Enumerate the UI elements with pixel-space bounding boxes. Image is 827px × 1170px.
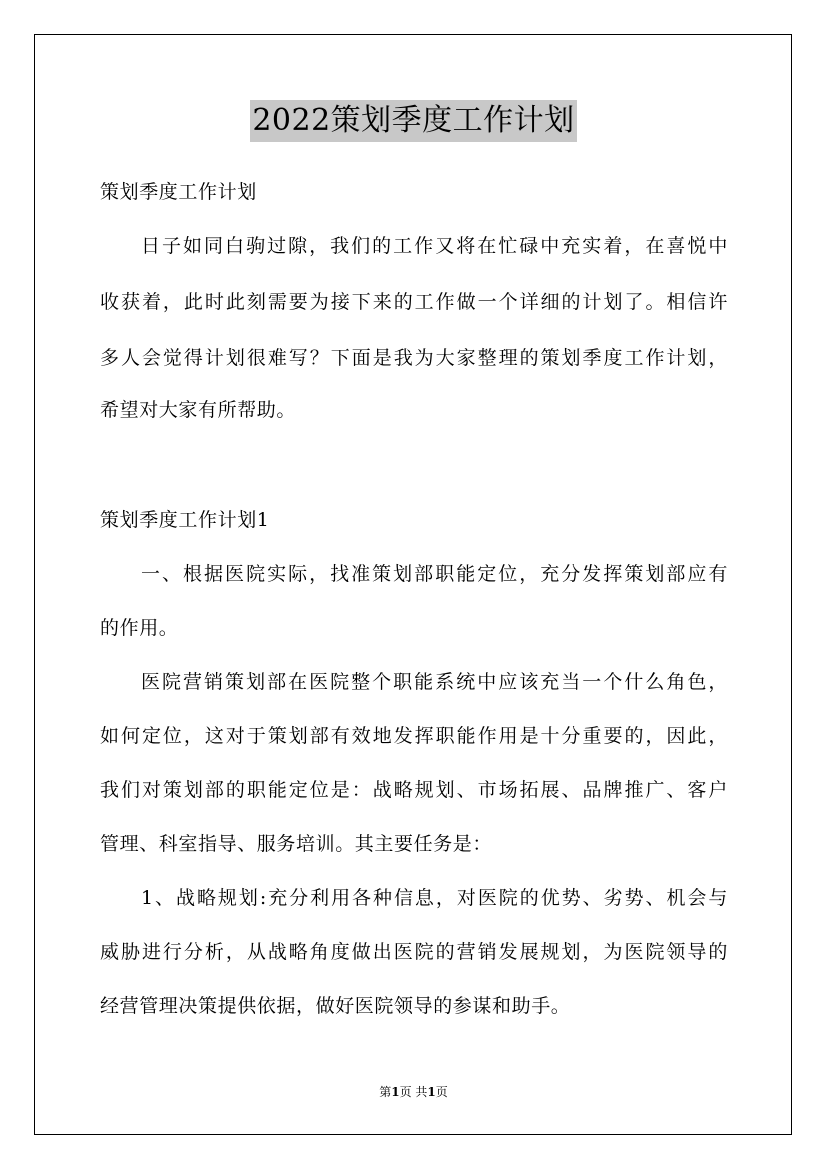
paragraph-line: 如何定位，这对于策划部有效地发挥职能作用是十分重要的，因此，: [100, 725, 728, 747]
paragraph-line: 经营管理决策提供依据，做好医院领导的参谋和助手。: [100, 995, 571, 1017]
document-subtitle: 策划季度工作计划: [100, 181, 257, 203]
point-line: 的作用。: [100, 617, 179, 639]
paragraph-line: 我们对策划部的职能定位是：战略规划、市场拓展、品牌推广、客户: [100, 779, 728, 801]
paragraph-line: 管理、科室指导、服务培训。其主要任务是：: [100, 833, 493, 855]
footer-page-suffix: 页: [435, 1085, 448, 1099]
intro-line: 收获着，此时此刻需要为接下来的工作做一个详细的计划了。相信许: [100, 291, 728, 313]
intro-line: 希望对大家有所帮助。: [100, 399, 297, 421]
footer-page-mid: 页 共: [399, 1085, 428, 1099]
footer-page-number: 1: [391, 1085, 400, 1099]
footer-total-pages: 1: [427, 1085, 436, 1099]
page-footer: [0, 1084, 827, 1100]
point-line: 一、根据医院实际，找准策划部职能定位，充分发挥策划部应有: [141, 563, 728, 585]
title-container: [0, 100, 827, 142]
paragraph-line: 1、战略规划:充分利用各种信息，对医院的优势、劣势、机会与: [141, 887, 728, 909]
section-title: 策划季度工作计划1: [100, 509, 270, 531]
intro-line: 日子如同白驹过隙，我们的工作又将在忙碌中充实着，在喜悦中: [141, 235, 728, 257]
document-title: 2022策划季度工作计划: [250, 100, 576, 142]
intro-line: 多人会觉得计划很难写？下面是我为大家整理的策划季度工作计划，: [100, 347, 728, 369]
footer-page-prefix: 第: [379, 1085, 392, 1099]
paragraph-line: 医院营销策划部在医院整个职能系统中应该充当一个什么角色，: [141, 671, 728, 693]
paragraph-line: 威胁进行分析，从战略角度做出医院的营销发展规划，为医院领导的: [100, 941, 728, 963]
